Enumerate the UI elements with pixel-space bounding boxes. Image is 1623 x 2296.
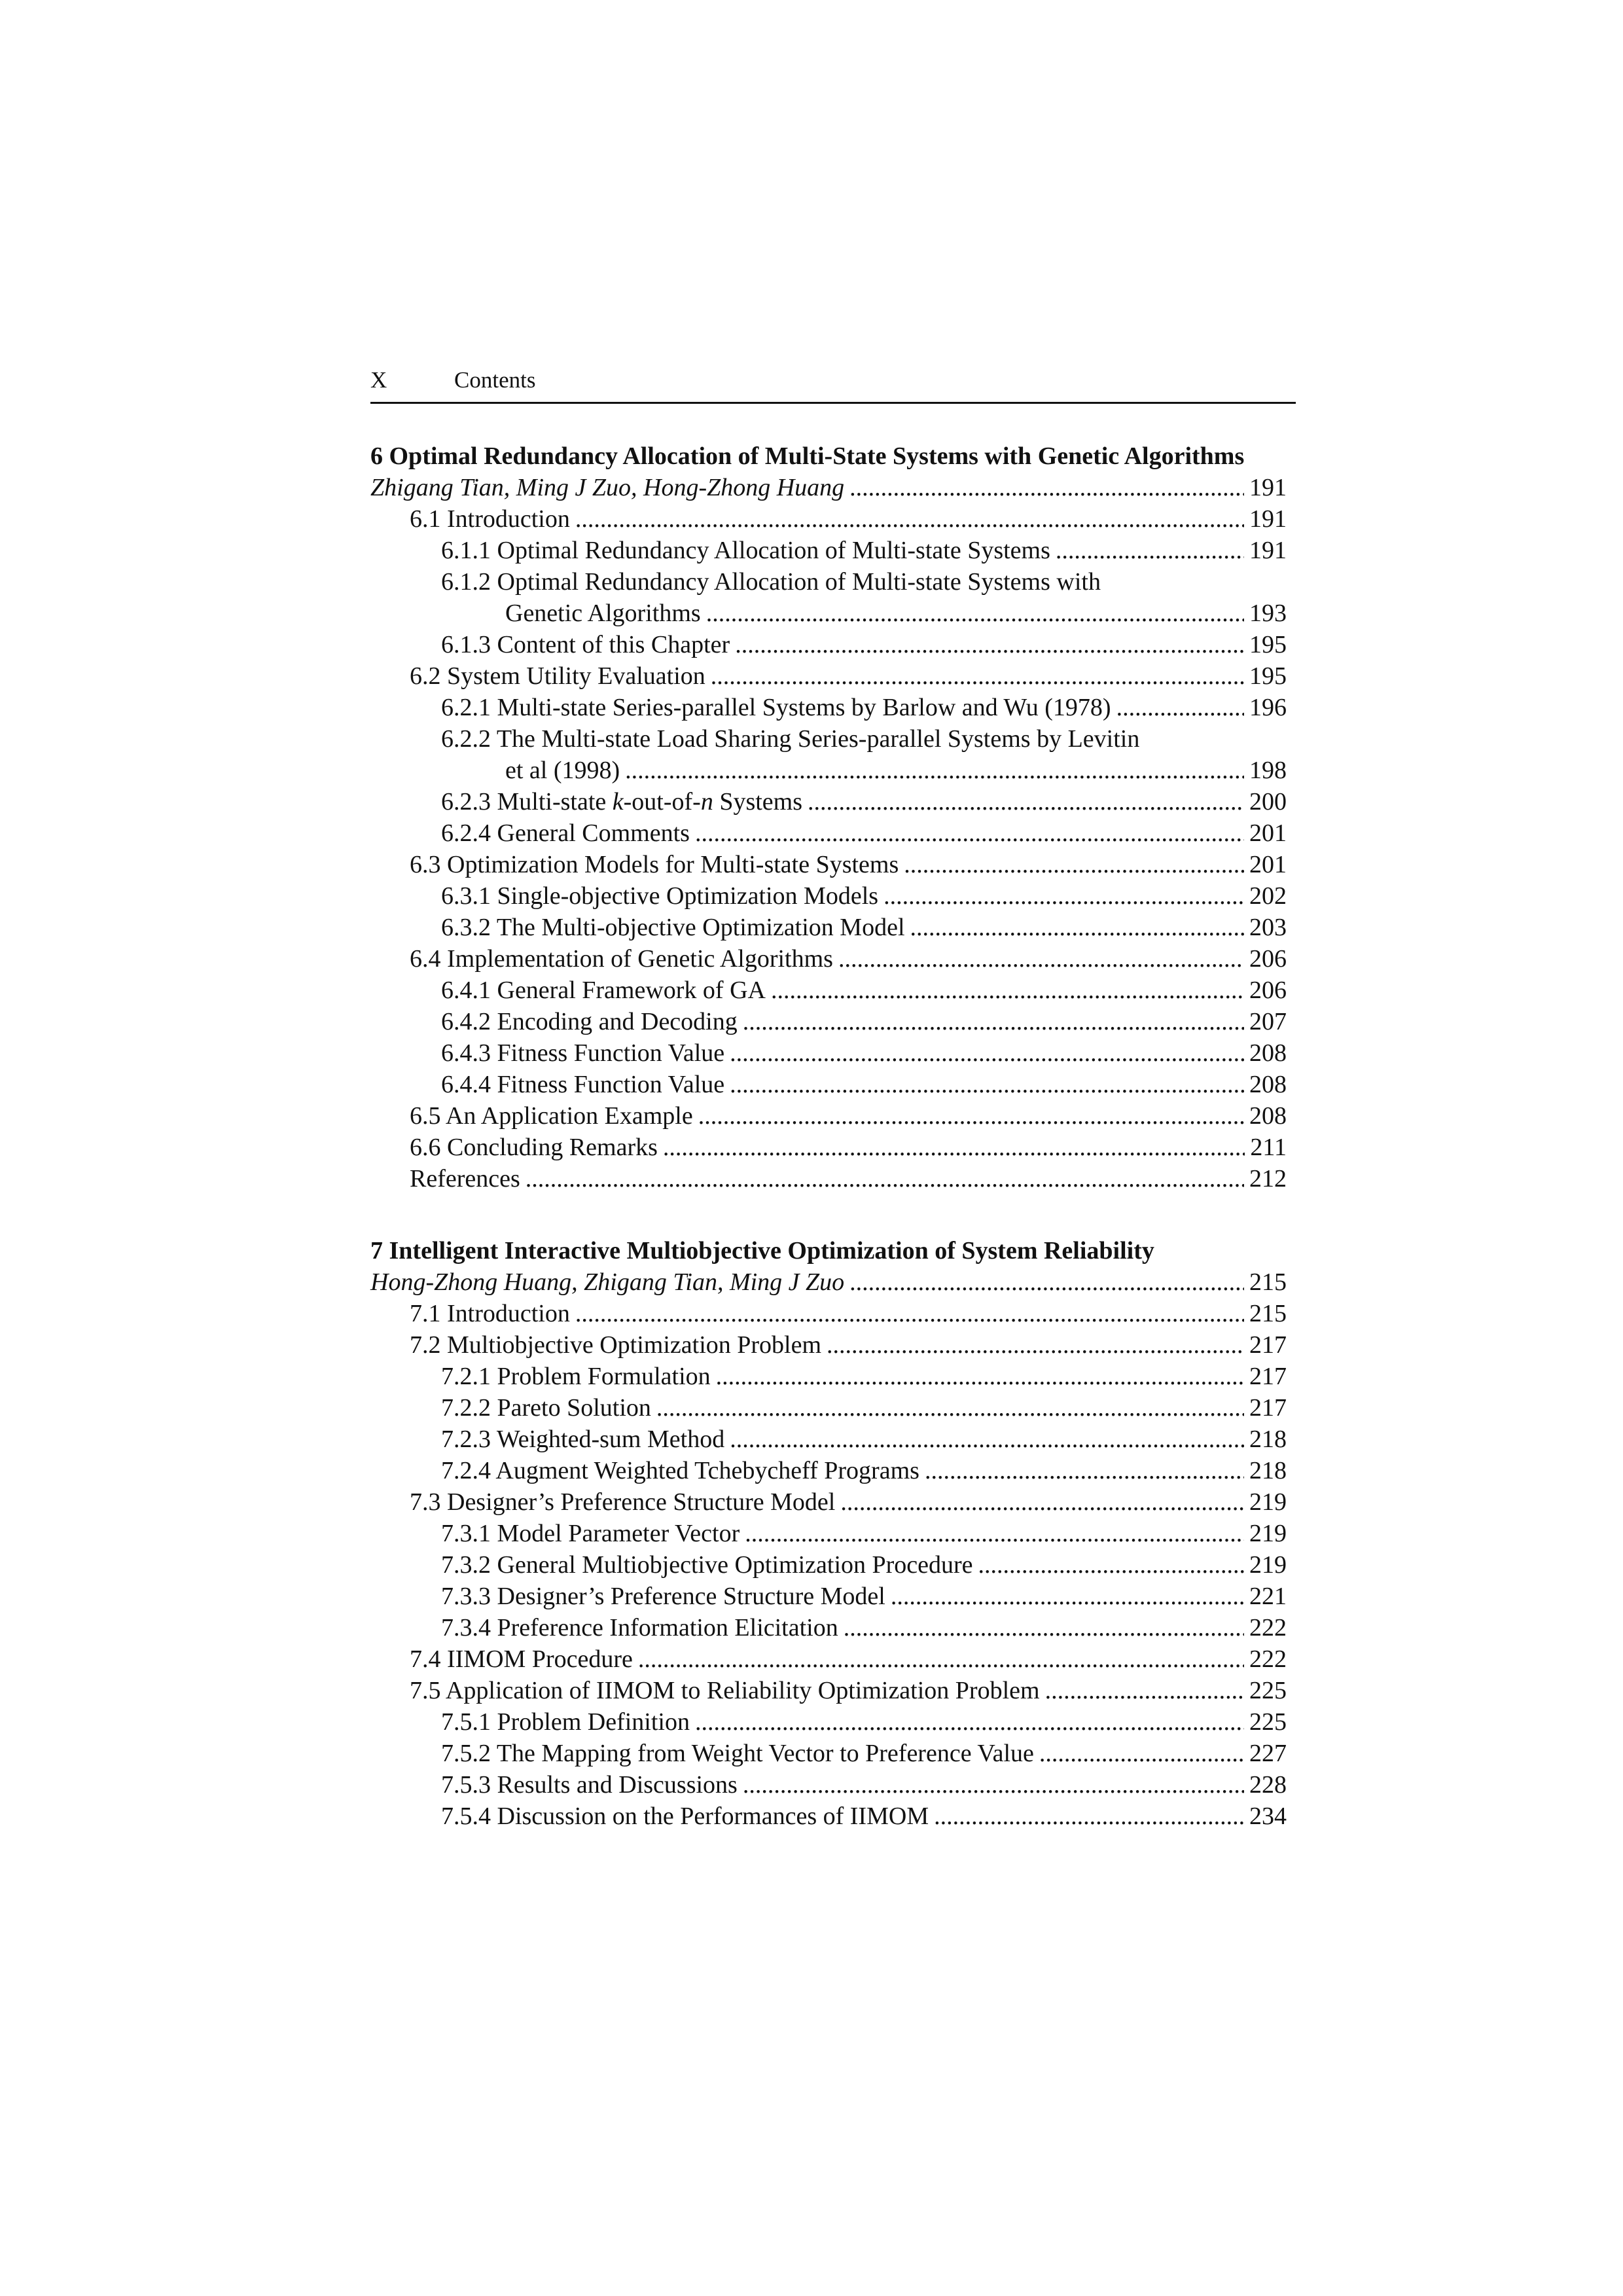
entry-page-number: 219 bbox=[1249, 1488, 1287, 1516]
toc-subsection-entry[interactable] bbox=[370, 912, 1287, 943]
dot-leader bbox=[706, 598, 1244, 629]
dot-leader bbox=[575, 503, 1244, 535]
toc-subsection-entry[interactable] bbox=[370, 629, 1287, 660]
toc-subsection-entry[interactable] bbox=[370, 880, 1287, 912]
entry-page-number: 225 bbox=[1249, 1708, 1287, 1736]
entry-title: 6.4.2 Encoding and Decoding bbox=[441, 1008, 738, 1035]
entry-title: 6.2.1 Multi-state Series-parallel Systems by Barlow and Wu (1978) bbox=[441, 694, 1111, 721]
toc-subsection-entry[interactable] bbox=[370, 1069, 1287, 1100]
entry-title: 7.3.1 Model Parameter Vector bbox=[441, 1520, 740, 1547]
toc-subsection-entry[interactable] bbox=[370, 1738, 1287, 1769]
toc-subsection-entry[interactable] bbox=[370, 786, 1287, 817]
entry-title: 6.4.1 General Framework of GA bbox=[441, 977, 766, 1004]
dot-leader bbox=[840, 1486, 1244, 1518]
entry-title: et al (1998) bbox=[505, 757, 620, 784]
dot-leader bbox=[1116, 692, 1244, 723]
chapter-block bbox=[370, 1235, 1296, 1832]
entry-title: 6.4.3 Fitness Function Value bbox=[441, 1039, 725, 1067]
toc-subsection-entry[interactable] bbox=[370, 817, 1287, 849]
running-head-title: Contents bbox=[454, 367, 536, 393]
toc-subsection-entry[interactable] bbox=[370, 1706, 1287, 1738]
entry-page-number: 196 bbox=[1249, 694, 1287, 721]
entry-page-number: 217 bbox=[1249, 1394, 1287, 1422]
toc-subsection-entry[interactable] bbox=[370, 1549, 1287, 1581]
toc-subsection-entry[interactable] bbox=[370, 1392, 1287, 1424]
entry-title: 7.2.4 Augment Weighted Tchebycheff Programs bbox=[441, 1457, 919, 1484]
dot-leader bbox=[771, 975, 1244, 1006]
entry-page-number: 218 bbox=[1249, 1457, 1287, 1484]
entry-page-number: 212 bbox=[1249, 1165, 1287, 1193]
entry-page-number: 222 bbox=[1249, 1614, 1287, 1641]
dot-leader bbox=[575, 1298, 1244, 1329]
entry-page-number: 211 bbox=[1250, 1134, 1287, 1161]
entry-page-number: 227 bbox=[1249, 1740, 1287, 1767]
toc-entry-continuation[interactable] bbox=[370, 755, 1287, 786]
toc-entry-first-line[interactable]: 6.1.2 Optimal Redundancy Allocation of Multi-state Systems with bbox=[441, 568, 1101, 596]
toc-section-entry[interactable] bbox=[370, 1132, 1287, 1163]
dot-leader bbox=[925, 1455, 1244, 1486]
dot-leader bbox=[1045, 1675, 1244, 1706]
dot-leader bbox=[663, 1132, 1245, 1163]
entry-page-number: 228 bbox=[1249, 1771, 1287, 1799]
entry-title: 7.3 Designer’s Preference Structure Model bbox=[410, 1488, 836, 1516]
entry-page-number: 218 bbox=[1249, 1426, 1287, 1453]
dot-leader bbox=[1039, 1738, 1244, 1769]
entry-page-number: 198 bbox=[1249, 757, 1287, 784]
entry-page-number: 234 bbox=[1249, 1803, 1287, 1830]
entry-title: 7.5.3 Results and Discussions bbox=[441, 1771, 738, 1799]
entry-title: 7.2.1 Problem Formulation bbox=[441, 1363, 711, 1390]
entry-title: 6.3.1 Single-objective Optimization Models bbox=[441, 882, 879, 910]
entry-title: 7.5.2 The Mapping from Weight Vector to Preference Value bbox=[441, 1740, 1034, 1767]
entry-page-number: 191 bbox=[1249, 474, 1287, 501]
entry-title: 6.5 An Application Example bbox=[410, 1102, 693, 1130]
dot-leader bbox=[695, 1706, 1244, 1738]
entry-title: Genetic Algorithms bbox=[505, 600, 701, 627]
entry-title: 7.3.2 General Multiobjective Optimization Procedure bbox=[441, 1551, 973, 1579]
dot-leader bbox=[625, 755, 1244, 786]
entry-page-number: 221 bbox=[1249, 1583, 1287, 1610]
entry-page-number: 200 bbox=[1249, 788, 1287, 816]
header-rule bbox=[370, 402, 1296, 404]
entry-title: Zhigang Tian, Ming J Zuo, Hong-Zhong Huang bbox=[370, 474, 845, 501]
entry-page-number: 195 bbox=[1249, 662, 1287, 690]
dot-leader bbox=[891, 1581, 1244, 1612]
toc-subsection-entry[interactable] bbox=[370, 1769, 1287, 1801]
entry-title: 7.2.3 Weighted-sum Method bbox=[441, 1426, 725, 1453]
entry-page-number: 208 bbox=[1249, 1071, 1287, 1098]
running-head-page-label: X bbox=[370, 367, 387, 393]
entry-page-number: 215 bbox=[1249, 1268, 1287, 1296]
toc-section-entry[interactable] bbox=[370, 1100, 1287, 1132]
entry-title: 6.1.1 Optimal Redundancy Allocation of Multi-state Systems bbox=[441, 537, 1050, 564]
entry-title: 7.4 IIMOM Procedure bbox=[410, 1645, 633, 1673]
chapter-block bbox=[370, 440, 1296, 1194]
dot-leader bbox=[838, 943, 1244, 975]
entry-title: References bbox=[410, 1165, 520, 1193]
toc-section-entry[interactable] bbox=[370, 1486, 1287, 1518]
entry-page-number: 206 bbox=[1249, 977, 1287, 1004]
dot-leader bbox=[695, 817, 1244, 849]
entry-page-number: 202 bbox=[1249, 882, 1287, 910]
toc-subsection-entry[interactable] bbox=[370, 1424, 1287, 1455]
toc-section-entry[interactable] bbox=[370, 849, 1287, 880]
entry-page-number: 207 bbox=[1249, 1008, 1287, 1035]
dot-leader bbox=[730, 1037, 1244, 1069]
dot-leader bbox=[1056, 535, 1244, 566]
dot-leader bbox=[910, 912, 1244, 943]
toc-section-entry[interactable] bbox=[370, 943, 1287, 975]
entry-page-number: 201 bbox=[1249, 851, 1287, 878]
entry-title: 6.3.2 The Multi-objective Optimization Model bbox=[441, 914, 905, 941]
toc-section-entry[interactable] bbox=[370, 1329, 1287, 1361]
dot-leader bbox=[849, 472, 1244, 503]
entry-title: 6.2.4 General Comments bbox=[441, 819, 690, 847]
entry-title: 7.5 Application of IIMOM to Reliability Optimization Problem bbox=[410, 1677, 1040, 1704]
dot-leader bbox=[827, 1329, 1244, 1361]
entry-title: 6.1.3 Content of this Chapter bbox=[441, 631, 730, 658]
toc-subsection-entry[interactable] bbox=[370, 1581, 1287, 1612]
entry-title: 6.4 Implementation of Genetic Algorithms bbox=[410, 945, 833, 973]
entry-page-number: 201 bbox=[1249, 819, 1287, 847]
entry-page-number: 225 bbox=[1249, 1677, 1287, 1704]
dot-leader bbox=[698, 1100, 1244, 1132]
entry-page-number: 219 bbox=[1249, 1551, 1287, 1579]
toc-subsection-entry[interactable] bbox=[370, 1612, 1287, 1643]
dot-leader bbox=[711, 660, 1244, 692]
entry-page-number: 215 bbox=[1249, 1300, 1287, 1327]
entry-page-number: 193 bbox=[1249, 600, 1287, 627]
dot-leader bbox=[656, 1392, 1244, 1424]
entry-title: 7.1 Introduction bbox=[410, 1300, 570, 1327]
entry-page-number: 191 bbox=[1249, 505, 1287, 533]
entry-page-number: 206 bbox=[1249, 945, 1287, 973]
toc-subsection-entry[interactable] bbox=[370, 535, 1287, 566]
dot-leader bbox=[745, 1518, 1244, 1549]
dot-leader bbox=[808, 786, 1244, 817]
table-of-contents bbox=[370, 440, 1296, 1832]
chapter-title[interactable]: 6 Optimal Redundancy Allocation of Multi-State Systems with Genetic Algorithms bbox=[370, 442, 1245, 470]
entry-title: 7.3.4 Preference Information Elicitation bbox=[441, 1614, 838, 1641]
toc-section-entry[interactable] bbox=[370, 1675, 1287, 1706]
dot-leader bbox=[883, 880, 1244, 912]
entry-title: 6.1 Introduction bbox=[410, 505, 570, 533]
entry-title: 7.3.3 Designer’s Preference Structure Model bbox=[441, 1583, 885, 1610]
toc-section-entry[interactable] bbox=[370, 1643, 1287, 1675]
toc-entry-continuation[interactable] bbox=[370, 598, 1287, 629]
toc-subsection-entry[interactable] bbox=[370, 1361, 1287, 1392]
chapter-authors[interactable] bbox=[370, 472, 1287, 503]
entry-title: 7.2 Multiobjective Optimization Problem bbox=[410, 1331, 822, 1359]
toc-section-entry[interactable] bbox=[370, 503, 1287, 535]
toc-subsection-entry[interactable] bbox=[370, 1518, 1287, 1549]
toc-entry-first-line[interactable]: 6.2.2 The Multi-state Load Sharing Series-parallel Systems by Levitin bbox=[441, 725, 1140, 753]
toc-section-entry[interactable] bbox=[370, 1298, 1287, 1329]
dot-leader bbox=[716, 1361, 1244, 1392]
dot-leader bbox=[638, 1643, 1244, 1675]
toc-subsection-entry[interactable] bbox=[370, 692, 1287, 723]
dot-leader bbox=[849, 1266, 1244, 1298]
entry-title: 6.3 Optimization Models for Multi-state Systems bbox=[410, 851, 899, 878]
toc-subsection-entry[interactable] bbox=[370, 1037, 1287, 1069]
entry-page-number: 219 bbox=[1249, 1520, 1287, 1547]
contents-page bbox=[370, 359, 1296, 1873]
dot-leader bbox=[844, 1612, 1244, 1643]
entry-title: 6.2 System Utility Evaluation bbox=[410, 662, 705, 690]
dot-leader bbox=[978, 1549, 1244, 1581]
dot-leader bbox=[904, 849, 1244, 880]
entry-title: 7.5.4 Discussion on the Performances of IIMOM bbox=[441, 1803, 929, 1830]
dot-leader bbox=[730, 1069, 1244, 1100]
toc-subsection-entry[interactable] bbox=[370, 975, 1287, 1006]
entry-page-number: 217 bbox=[1249, 1331, 1287, 1359]
entry-page-number: 191 bbox=[1249, 537, 1287, 564]
entry-title: 6.6 Concluding Remarks bbox=[410, 1134, 658, 1161]
toc-subsection-entry[interactable] bbox=[370, 1455, 1287, 1486]
toc-subsection-entry[interactable] bbox=[370, 1801, 1287, 1832]
entry-title: 7.2.2 Pareto Solution bbox=[441, 1394, 651, 1422]
toc-section-entry[interactable] bbox=[370, 1163, 1287, 1194]
entry-page-number: 195 bbox=[1249, 631, 1287, 658]
entry-page-number: 203 bbox=[1249, 914, 1287, 941]
entry-page-number: 217 bbox=[1249, 1363, 1287, 1390]
dot-leader bbox=[934, 1801, 1244, 1832]
toc-subsection-entry[interactable] bbox=[370, 1006, 1287, 1037]
dot-leader bbox=[743, 1769, 1244, 1801]
entry-title: 6.2.3 Multi-state k-out-of-n Systems bbox=[441, 788, 803, 816]
entry-page-number: 222 bbox=[1249, 1645, 1287, 1673]
dot-leader bbox=[735, 629, 1244, 660]
toc-section-entry[interactable] bbox=[370, 660, 1287, 692]
entry-page-number: 208 bbox=[1249, 1039, 1287, 1067]
dot-leader bbox=[730, 1424, 1244, 1455]
dot-leader bbox=[743, 1006, 1244, 1037]
chapter-title[interactable]: 7 Intelligent Interactive Multiobjective Optimization of System Reliability bbox=[370, 1237, 1154, 1265]
running-head bbox=[370, 359, 1296, 402]
entry-title: 6.4.4 Fitness Function Value bbox=[441, 1071, 725, 1098]
entry-page-number: 208 bbox=[1249, 1102, 1287, 1130]
dot-leader bbox=[526, 1163, 1244, 1194]
chapter-authors[interactable] bbox=[370, 1266, 1287, 1298]
entry-title: Hong-Zhong Huang, Zhigang Tian, Ming J Zuo bbox=[370, 1268, 845, 1296]
entry-title: 7.5.1 Problem Definition bbox=[441, 1708, 690, 1736]
